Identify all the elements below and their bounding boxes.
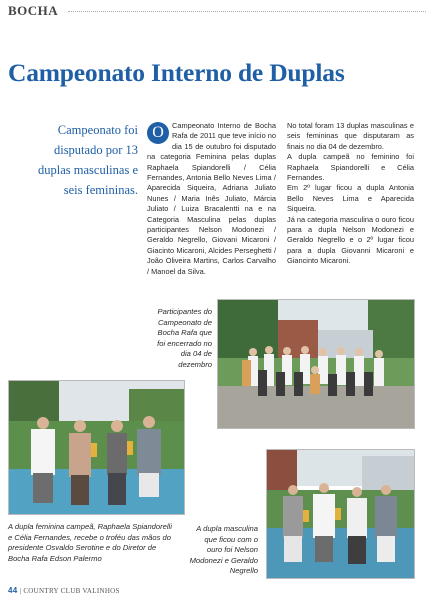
dropcap: O	[147, 122, 169, 144]
female-champions-photo	[8, 380, 185, 515]
paragraph-total: No total foram 13 duplas masculinas e seis femininas que disputaram as finais no dia 04 de dezembro.	[287, 121, 414, 151]
footer-separator: |	[19, 587, 22, 595]
header-divider	[68, 11, 426, 12]
group-photo	[217, 299, 415, 429]
column-1-text: Campeonato Interno de Bocha Rafa de 2011 que teve início no dia 15 de outubro foi disputado na categoria Feminina pelas duplas Raphaela Spiandorelli / Célia Fernandes, Antonia Bello Neves Lima / Aparecida Siqueira, Adriana Juliato Nunes / Maria Inês Juliato, Márcia Juliato / Luiza Bracalentti na e na Categoria Masculina pelas duplas participantes Nelson Modonezi / Geraldo Negrello, Giovani Micaroni / Giacinto Micaroni, Alcides Perseghetti / João Oliveira Martins, Carlos Carvalho / Manoel da Silva.	[147, 121, 276, 276]
paragraph-male: Já na categoria masculina o ouro ficou para a dupla Nelson Modonezi e Geraldo Negrello e o 2º lugar ficou para a dupla Giovanni Micaroni e Giancinto Micaroni.	[287, 214, 414, 266]
male-champions-photo	[266, 449, 415, 579]
page-number: 44	[8, 586, 18, 595]
male-champions-caption: A dupla masculina que ficou com o ouro foi Nelson Modonezi e Geraldo Negrello	[189, 524, 258, 576]
article-column-2	[287, 121, 414, 267]
paragraph-female-champion: A dupla campeã no feminino foi Raphaela Spiandorelli e Célia Fernandes.	[287, 152, 414, 183]
group-photo-caption: Participantes do Campeonato de Bocha Rafa que foi encerrado no dia 04 de dezembro	[157, 307, 212, 369]
article-column-1	[147, 121, 276, 277]
page-footer	[8, 586, 120, 595]
female-champions-caption: A dupla feminina campeã, Raphaela Spiandorelli e Célia Fernandes, recebe o troféu das mãos do presidente Osvaldo Serotine e do Diretor de Bocha Rafa Edson Palermo	[8, 522, 172, 563]
article-title: Campeonato Interno de Duplas	[8, 58, 345, 87]
paragraph-female-second: Em 2º lugar ficou a dupla Antonia Bello Neves Lima e Aparecida Siqueira.	[287, 183, 414, 214]
intro-blurb: Campeonato foi disputado por 13 duplas masculinas e seis femininas.	[38, 123, 138, 197]
section-label: BOCHA	[8, 3, 59, 18]
publication-name: COUNTRY CLUB VALINHOS	[23, 587, 120, 595]
